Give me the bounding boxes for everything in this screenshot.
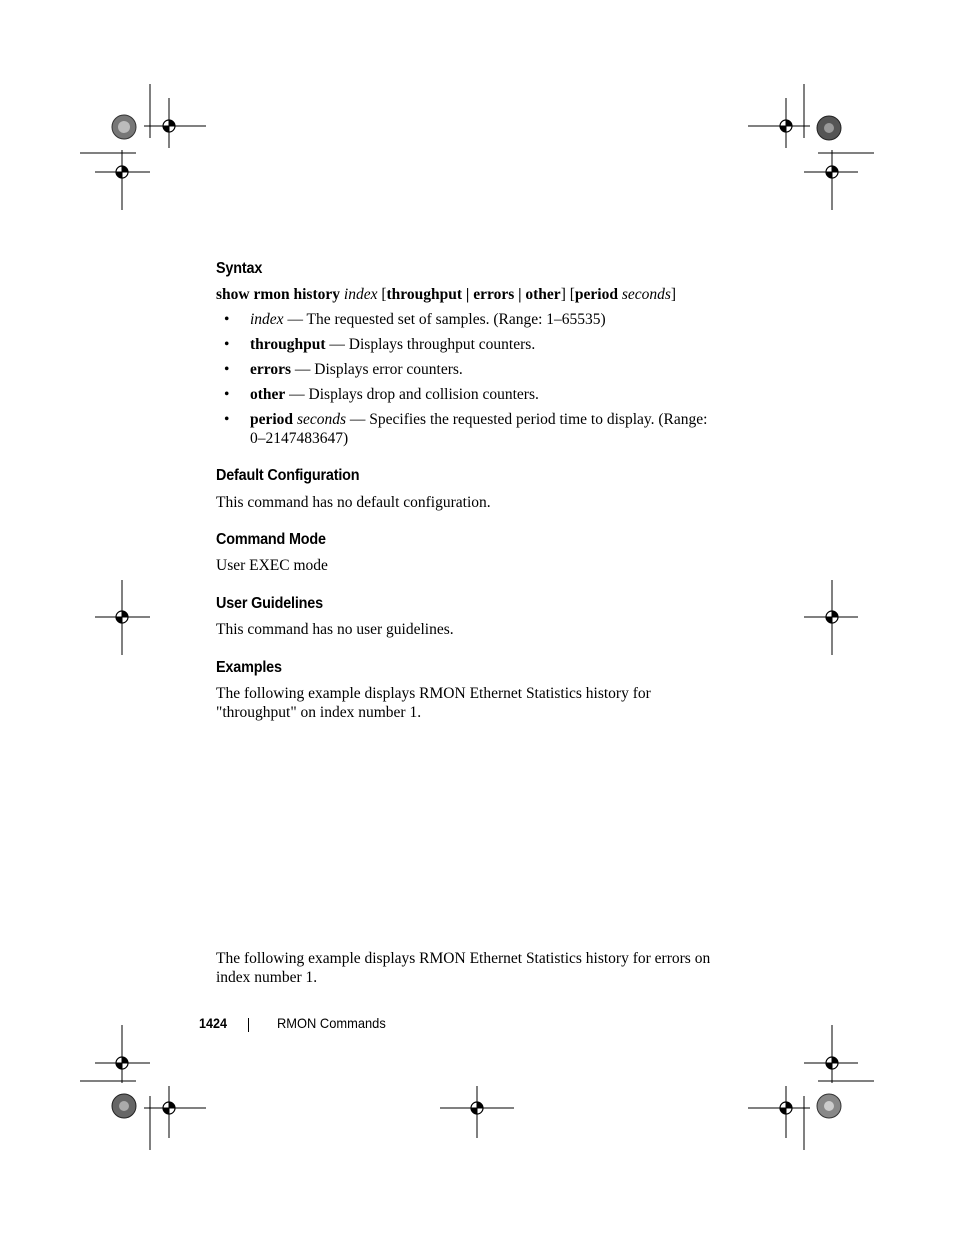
bullet-icon: •	[224, 311, 230, 328]
user-guidelines-heading: User Guidelines	[216, 595, 323, 612]
example-description-1: The following example displays RMON Ethernet Statistics history for "throughput" on index number 1.	[216, 685, 651, 721]
examples-heading: Examples	[216, 659, 282, 676]
command-period-keyword: period	[574, 286, 618, 303]
bullet-icon: •	[224, 386, 230, 403]
default-configuration-heading: Default Configuration	[216, 467, 360, 484]
command-mode-text: User EXEC mode	[216, 557, 328, 574]
bullet-icon: •	[224, 336, 230, 353]
example-description-2: The following example displays RMON Ethernet Statistics history for errors on index number 1.	[216, 950, 711, 986]
default-configuration-text: This command has no default configuration.	[216, 494, 491, 511]
footer-separator	[248, 1018, 249, 1032]
document-page: Syntax show rmon history index [throughput | errors | other] [period seconds] • index — The requested set of samples. (Range: 1–65535) • throughput — Displays throughput counters. • errors — Displays error counters. • other — Displays drop and collision counters. • period seconds — Specifies the requested period time to display. (Range: 0–2147483647) Default Configuration This command has no default configuration. Command Mode User EXEC mode User Guidelines This command has no user guidelines. Examples The following example displays RMON Ethernet Statistics history for "throughput" on index number 1. The following example displays RMON Ethernet Statistics history for errors on index number 1. 1424 RMON Commands	[0, 0, 954, 1235]
bullet-icon: •	[224, 361, 230, 378]
command-argument: index	[343, 286, 378, 303]
user-guidelines-text: This command has no user guidelines.	[216, 621, 454, 638]
command-keyword: show rmon history	[216, 286, 341, 303]
syntax-heading: Syntax	[216, 260, 263, 277]
command-seconds-argument: seconds	[621, 286, 671, 303]
command-options: throughput | errors | other	[386, 286, 561, 303]
page-number: 1424	[199, 1015, 228, 1031]
command-mode-heading: Command Mode	[216, 531, 326, 548]
syntax-command-line: show rmon history index [throughput | errors | other] [period seconds]	[216, 286, 677, 303]
footer-section-title: RMON Commands	[277, 1015, 386, 1031]
bullet-icon: •	[224, 411, 230, 428]
